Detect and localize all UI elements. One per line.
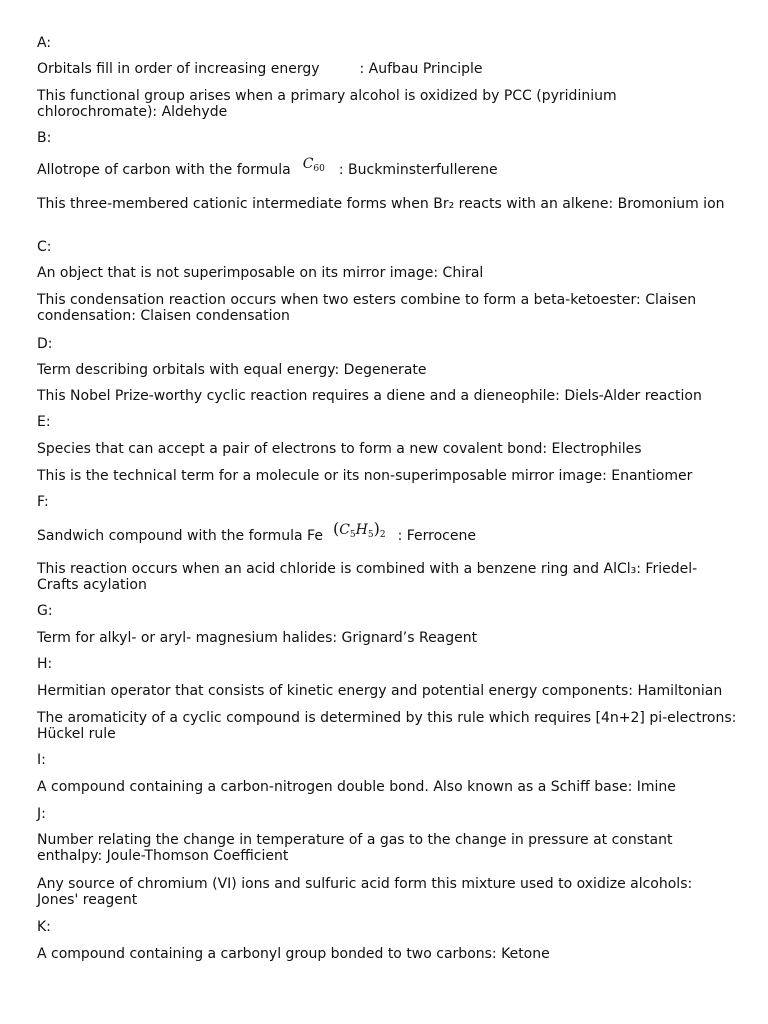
entry-a1-answer: : Aufbau Principle — [359, 61, 483, 77]
entry-f2: This reaction occurs when an acid chloride is combined with a benzene ring and AlCl₃: Friedel-Crafts acylation — [37, 561, 698, 593]
formula-close-paren: ) — [373, 519, 380, 538]
entry-f1-text: Sandwich compound with the formula Fe — [37, 528, 323, 544]
section-heading-g: G: — [37, 603, 53, 619]
entry-b1-answer: : Buckminsterfullerene — [338, 162, 498, 178]
entry-c2: This condensation reaction occurs when two esters combine to form a beta-ketoester: Claisen condensation: Claisen condensation — [37, 292, 697, 324]
entry-c1: An object that is not superimposable on its mirror image: Chiral — [37, 265, 484, 281]
entry-j2: Any source of chromium (VI) ions and sulfuric acid form this mixture used to oxidize alcohols: Jones' reagent — [37, 876, 693, 908]
entry-b2: This three-membered cationic intermediate forms when Br₂ reacts with an alkene: Bromonium ion — [37, 196, 725, 212]
entry-a1 — [37, 61, 737, 77]
formula-outer-subscript: 2 — [379, 530, 386, 540]
formula-c-subscript: 5 — [349, 530, 356, 540]
section-heading-h: H: — [37, 656, 53, 672]
formula-h: H — [355, 522, 368, 538]
section-heading-d: D: — [37, 336, 53, 352]
section-heading-b: B: — [37, 130, 52, 146]
formula-open-paren: ( — [332, 519, 340, 538]
entry-f1 — [37, 519, 737, 549]
entry-i1: A compound containing a carbon-nitrogen double bond. Also known as a Schiff base: Imine — [37, 779, 676, 795]
entry-b1-text: Allotrope of carbon with the formula — [37, 162, 291, 178]
c60-formula — [303, 156, 325, 172]
entry-e1: Species that can accept a pair of electrons to form a new covalent bond: Electrophiles — [37, 441, 642, 457]
section-heading-e: E: — [37, 414, 51, 430]
entry-k1: A compound containing a carbonyl group bonded to two carbons: Ketone — [37, 946, 550, 962]
formula-h-subscript: 5 — [367, 530, 374, 540]
entry-a1-text: Orbitals fill in order of increasing energy — [37, 61, 320, 77]
entry-a2: This functional group arises when a primary alcohol is oxidized by PCC (pyridinium chlorochromate): Aldehyde — [37, 88, 617, 120]
entry-d1: Term describing orbitals with equal energy: Degenerate — [37, 362, 427, 378]
section-heading-a: A: — [37, 35, 52, 51]
formula-subscript-60: 60 — [313, 164, 325, 174]
section-heading-i: I: — [37, 752, 46, 768]
entry-h1: Hermitian operator that consists of kinetic energy and potential energy components: Hamiltonian — [37, 683, 723, 699]
section-heading-f: F: — [37, 494, 49, 510]
entry-f1-answer: : Ferrocene — [397, 528, 476, 544]
formula-c: C — [339, 522, 350, 538]
entry-d2: This Nobel Prize-worthy cyclic reaction requires a diene and a dieneophile: Diels-Alder reaction — [37, 388, 702, 404]
section-heading-k: K: — [37, 919, 51, 935]
entry-h2: The aromaticity of a cyclic compound is determined by this rule which requires [4n+2] pi-electrons: Hückel rule — [37, 710, 737, 742]
formula-carbon: C — [302, 156, 314, 172]
entry-b1 — [37, 156, 737, 183]
ferrocene-formula — [332, 519, 386, 540]
entry-e2: This is the technical term for a molecule or its non-superimposable mirror image: Enantiomer — [37, 468, 693, 484]
section-heading-c: C: — [37, 239, 52, 255]
entry-g1: Term for alkyl- or aryl- magnesium halides: Grignard’s Reagent — [37, 630, 478, 646]
entry-j1: Number relating the change in temperature of a gas to the change in pressure at constant enthalpy: Joule-Thomson Coefficient — [37, 832, 673, 864]
section-heading-j: J: — [37, 806, 46, 822]
